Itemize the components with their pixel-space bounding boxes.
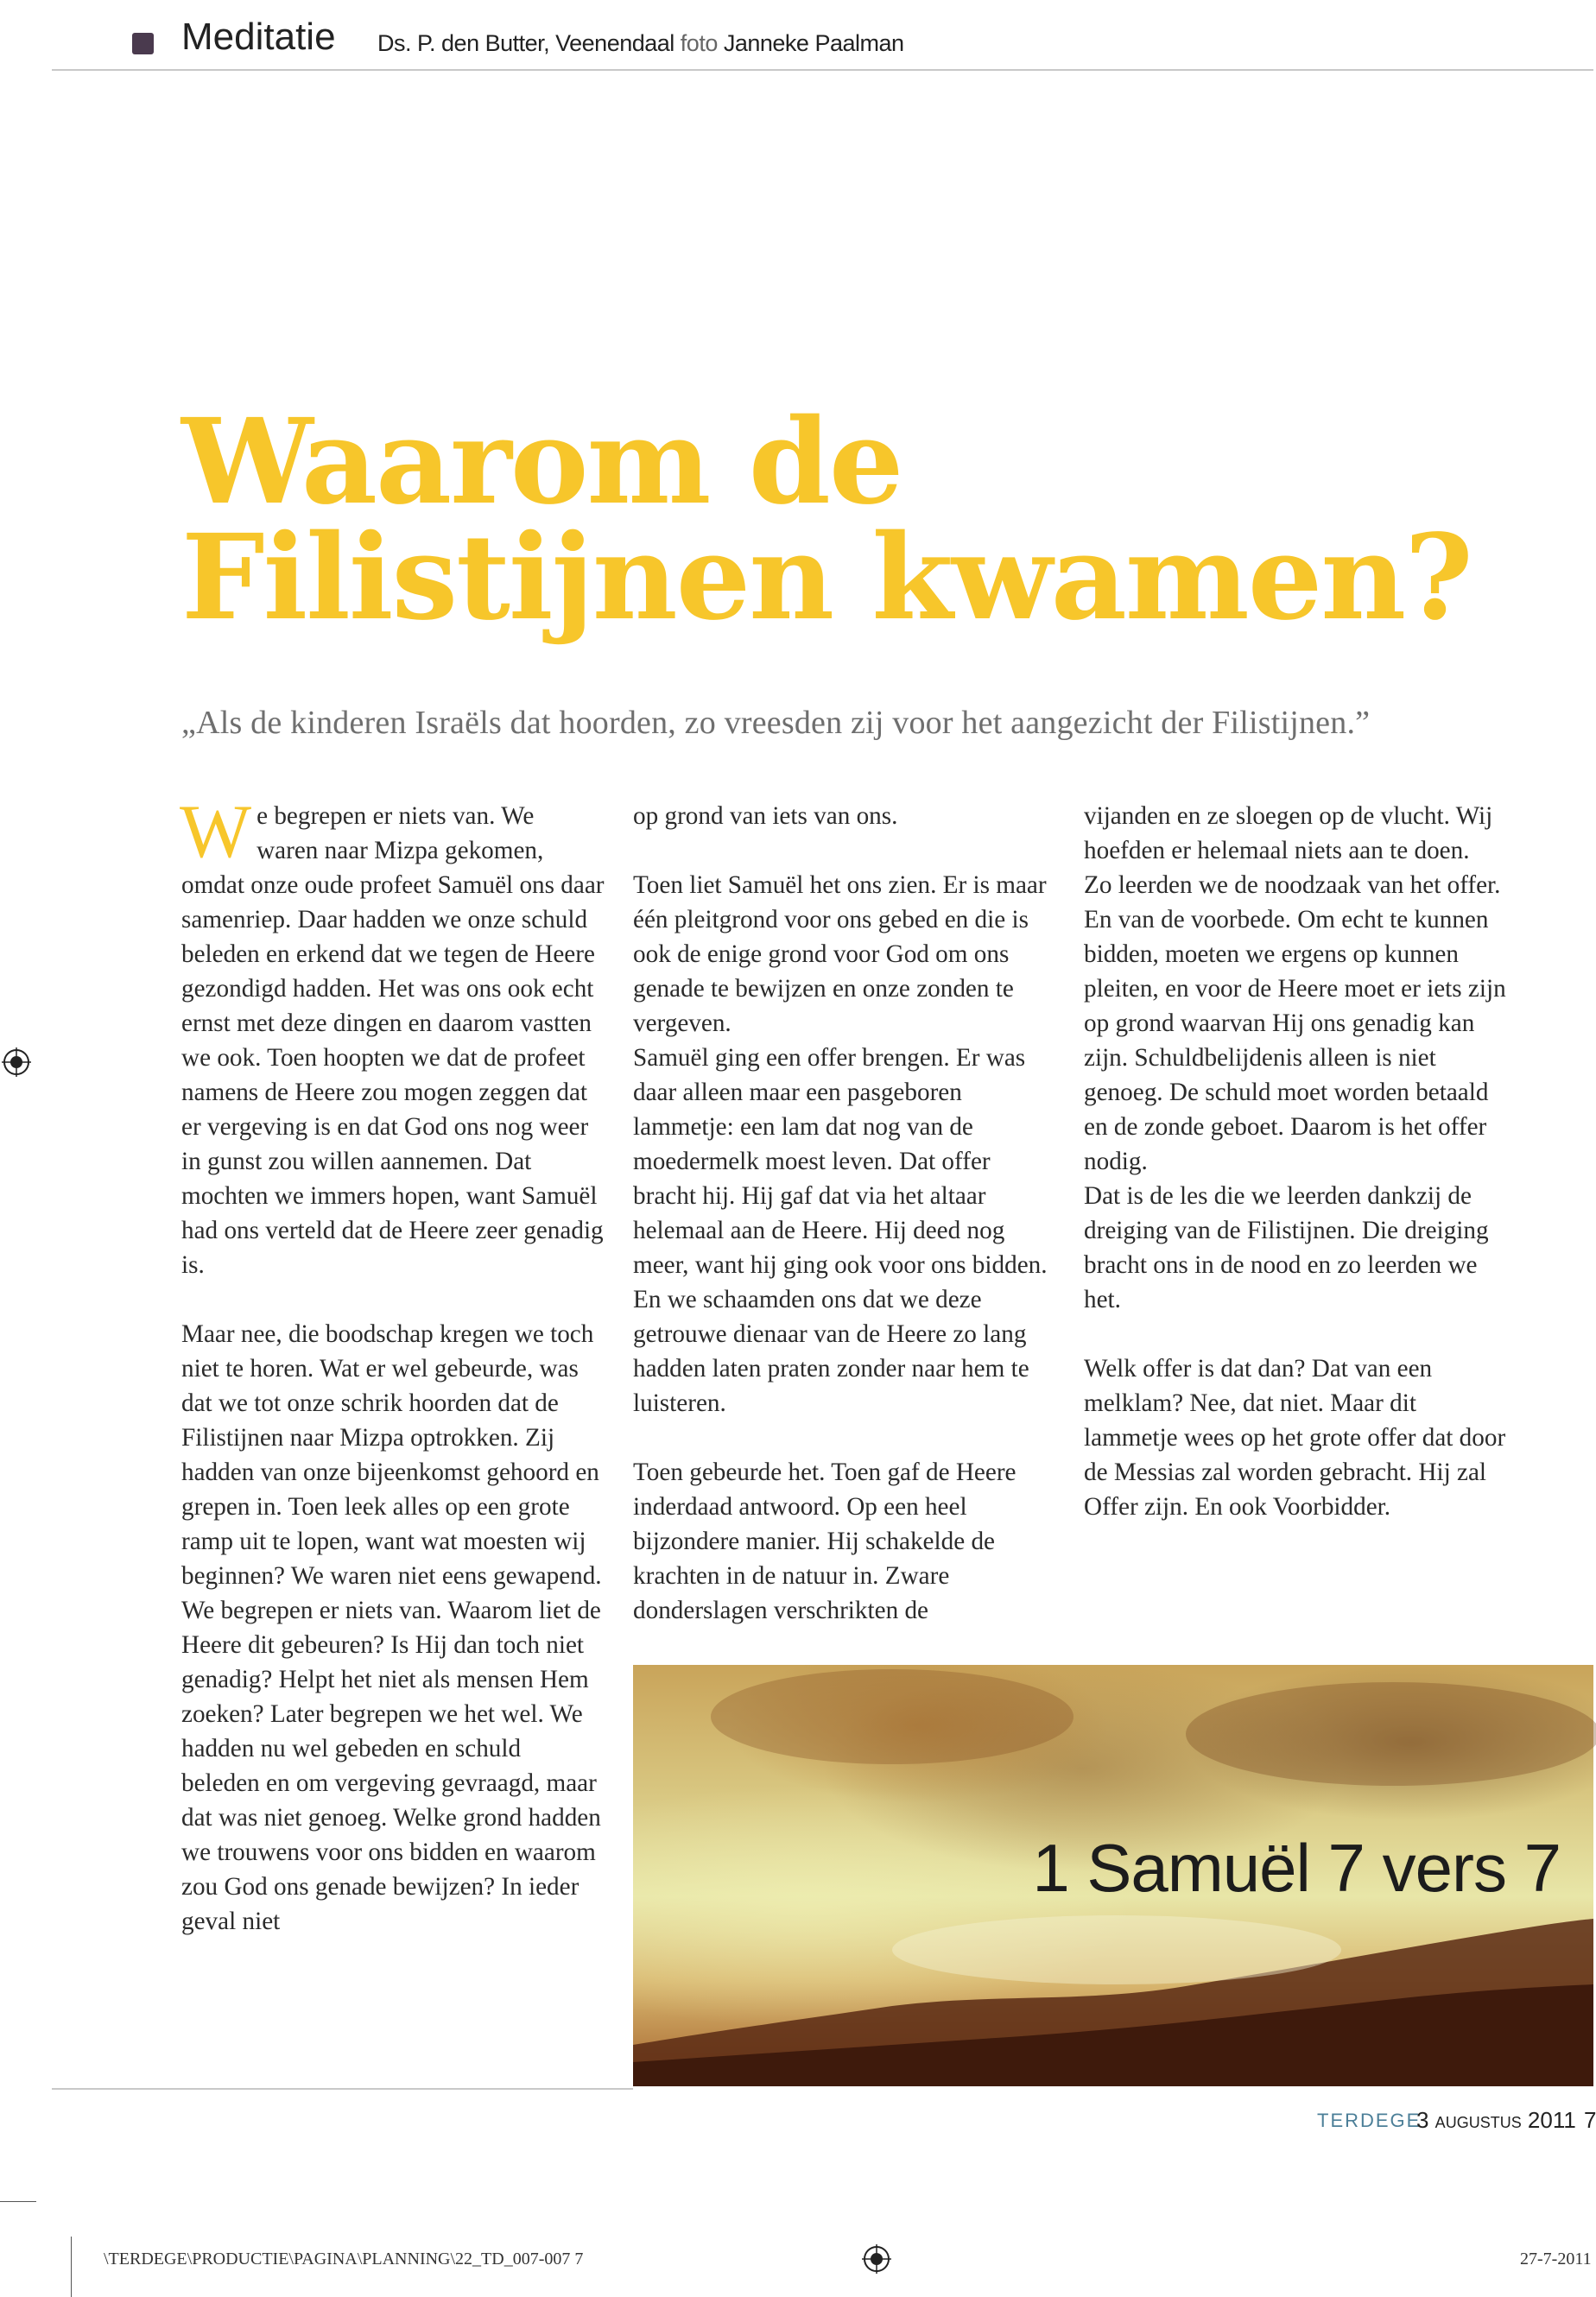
crop-mark bbox=[0, 2201, 36, 2202]
photo-label: foto bbox=[680, 30, 718, 56]
crop-mark bbox=[71, 2237, 72, 2297]
header-divider bbox=[52, 69, 1593, 71]
print-slug: \TERDEGE\PRODUCTIE\PAGINA\PLANNING\22_TD_007-007 7 bbox=[104, 2250, 584, 2269]
section-label: Meditatie bbox=[181, 16, 336, 58]
section-marker bbox=[132, 33, 154, 54]
page-number: 7 bbox=[1584, 2107, 1596, 2133]
photo-caption: 1 Samuël 7 vers 7 bbox=[1032, 1830, 1561, 1906]
landscape-photo bbox=[633, 1665, 1593, 2086]
magazine-name: TERDEGE bbox=[1317, 2110, 1422, 2131]
second-line: waren naar Mizpa gekomen, bbox=[256, 837, 544, 864]
print-date: 27-7-2011 bbox=[1520, 2250, 1592, 2269]
paragraph: vijanden en ze sloegen op de vlucht. Wij hoefden er helemaal niets aan te doen. bbox=[1084, 802, 1493, 864]
title-line-1: Waarom de bbox=[181, 393, 902, 531]
paragraph: Zo leerden we de noodzaak van het offer. En van de voorbede. Om echt te kunnen bidden, moeten we ergens op kunnen pleiten, en voor de Heere moet er iets zijn op grond waarvan Hij ons genadig kan zijn. Schuldbelijdenis alleen is niet genoeg. De schuld moet worden betaald en de zonde geboet. Daarom is het offer nodig. bbox=[1084, 871, 1506, 1175]
paragraph: op grond van iets van ons. bbox=[633, 802, 898, 830]
author: Ds. P. den Butter, Veenendaal bbox=[377, 30, 674, 56]
text-column-3 bbox=[1084, 799, 1507, 1524]
text-column-1 bbox=[180, 790, 605, 1939]
footer-divider bbox=[52, 2088, 633, 2090]
registration-mark-icon bbox=[862, 2244, 891, 2274]
text-column-2 bbox=[633, 799, 1056, 1628]
title-line-2: Filistijnen kwamen? bbox=[181, 509, 1472, 647]
paragraph: Toen gebeurde het. Toen gaf de Heere inderdaad antwoord. Op een heel bijzondere manier. Hij schakelde de krachten in de natuur in. Zware donderslagen verschrikten de bbox=[633, 1459, 1016, 1624]
issue-date: 3 augustus 2011 bbox=[1416, 2107, 1576, 2133]
byline bbox=[377, 30, 904, 57]
paragraph: omdat onze oude profeet Samuël ons daar samenriep. Daar hadden we onze schuld beleden en erkend dat we tegen de Heere gezondigd hadden. Het was ons ook echt ernst met deze dingen en daarom vastten we ook. Toen hoopten we dat de profeet namens de Heere zou mogen zeggen dat er vergeving is en dat God ons nog weer in gunst zou willen aannemen. Dat mochten we immers hopen, want Samuël had ons verteld dat de Heere zeer genadig is. bbox=[181, 871, 605, 1279]
article-title bbox=[181, 393, 1520, 647]
first-line: e begrepen er niets van. We bbox=[256, 802, 535, 830]
paragraph: Dat is de les die we leerden dankzij de dreiging van de Filistijnen. Die dreiging bracht ons in de nood en zo leerden we het. bbox=[1084, 1182, 1489, 1313]
paragraph: Samuël ging een offer brengen. Er was daar alleen maar een pasgeboren lammetje: een lam dat nog van de moedermelk moest leven. Dat offer bracht hij. Hij gaf dat via het altaar helemaal aan de Heere. Hij deed nog meer, want hij ging ook voor ons bidden. En we schaamden ons dat we deze getrouwe dienaar van de Heere zo lang hadden laten praten zonder naar hem te luisteren. bbox=[633, 1044, 1048, 1417]
paragraph: Maar nee, die boodschap kregen we toch niet te horen. Wat er wel gebeurde, was dat we tot onze schrik hoorden dat de Filistijnen naar Mizpa optrokken. Zij hadden van onze bijeenkomst gehoord en grepen in. Toen leek alles op een grote ramp uit te lopen, want wat moesten wij beginnen? We waren niet eens gewapend. We begrepen er niets van. Waarom liet de Heere dit gebeuren? Is Hij dan toch niet genadig? Helpt het niet als mensen Hem zoeken? Later begrepen we het wel. We hadden nu wel gebeden en schuld beleden en om vergeving gevraagd, maar dat was niet genoeg. Welke grond hadden we trouwens voor ons bidden en waarom zou God ons genade bewijzen? In ieder geval niet bbox=[181, 1320, 602, 1935]
paragraph: Welk offer is dat dan? Dat van een melklam? Nee, dat niet. Maar dit lammetje wees op het grote offer dat door de Messias zal worden gebracht. Hij zal Offer zijn. En ook Voorbidder. bbox=[1084, 1355, 1506, 1521]
registration-mark-icon bbox=[2, 1047, 31, 1077]
paragraph: Toen liet Samuël het ons zien. Er is maar één pleitgrond voor ons gebed en die is ook de enige grond voor God om ons genade te bewijzen en onze zonden te vergeven. bbox=[633, 871, 1047, 1037]
drop-cap: W bbox=[180, 790, 252, 874]
article-quote: „Als de kinderen Israëls dat hoorden, zo vreesden zij voor het aangezicht der Filistijnen.” bbox=[181, 705, 1371, 741]
photographer: Janneke Paalman bbox=[723, 30, 904, 56]
